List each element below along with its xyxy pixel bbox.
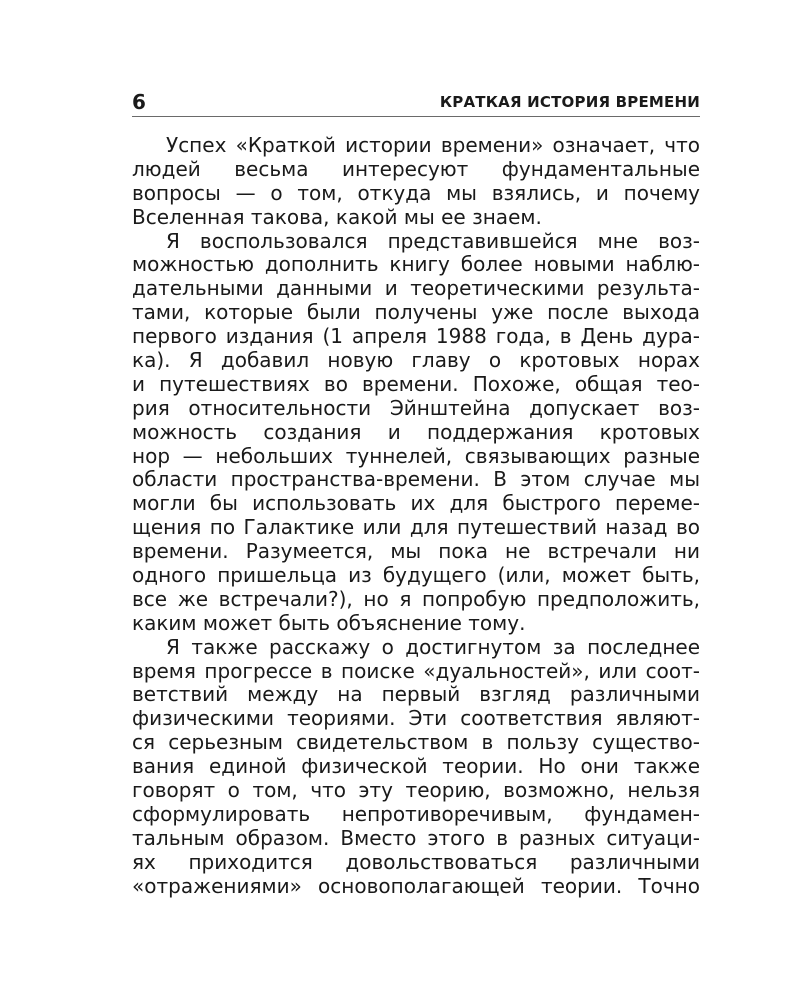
paragraph-3-line: «отражениями» основополагающей теории. Точно: [132, 874, 700, 898]
paragraph-2-line: можность создания и поддержания кротовых: [132, 420, 700, 444]
paragraph-2-line: могли бы использовать их для быстрого переме-: [132, 492, 700, 516]
paragraph-1-line: Успех «Краткой истории времени» означает, что: [166, 134, 700, 157]
paragraph-3-line: ях приходится довольствоваться различными: [132, 850, 700, 874]
running-title: КРАТКАЯ ИСТОРИЯ ВРЕМЕНИ: [439, 93, 700, 111]
paragraph-2-line: нор — небольших туннелей, связывающих разные: [132, 444, 700, 468]
paragraph-1-line: Вселенная такова, какой мы ее знаем.: [132, 205, 542, 229]
paragraph-3-line: Я также расскажу о достигнутом за последнее: [166, 635, 700, 659]
paragraph-1-line: вопросы — о том, откуда мы взялись, и почему: [132, 181, 700, 205]
paragraph-2-line: времени. Разумеется, мы пока не встречали ни: [132, 540, 700, 564]
paragraph-2-line: можностью дополнить книгу более новыми наблю-: [132, 253, 700, 277]
paragraph-2-line: ка). Я добавил новую главу о кротовых норах: [132, 349, 700, 373]
paragraph-3-line: ветствий между на первый взгляд различными: [132, 683, 700, 707]
paragraph-3-line: время прогрессе в поиске «дуальностей», или соот-: [132, 659, 700, 683]
paragraph-3-line: вания единой физической теории. Но они также: [132, 755, 700, 779]
header-rule: [132, 116, 700, 117]
running-head: [132, 90, 700, 114]
paragraph-2-line: области пространства-времени. В этом случае мы: [132, 468, 700, 492]
paragraph-2-line: каким может быть объяснение тому.: [132, 611, 526, 635]
paragraph-2-line: первого издания (1 апреля 1988 года, в День дура-: [132, 325, 700, 349]
paragraph-2-line: и путешествиях во времени. Похоже, общая тео-: [132, 372, 700, 396]
paragraph-2-line: все же встречали?), но я попробую предположить,: [132, 587, 700, 611]
paragraph-1-line: людей весьма интересуют фундаментальные: [132, 157, 700, 181]
paragraph-3-line: физическими теориями. Эти соответствия являют-: [132, 707, 700, 731]
paragraph-2-line: Я воспользовался представившейся мне воз-: [166, 229, 700, 253]
paragraph-2-line: щения по Галактике или для путешествий назад во: [132, 516, 700, 540]
paragraph-3-line: ся серьезным свидетельством в пользу существо-: [132, 731, 700, 755]
paragraph-3-line: сформулировать непротиворечивым, фундамен-: [132, 802, 700, 826]
paragraph-3-line: тальным образом. Вместо этого в разных ситуаци-: [132, 826, 700, 850]
page-number: 6: [132, 90, 146, 114]
body-text: [132, 134, 700, 899]
paragraph-2-line: одного пришельца из будущего (или, может быть,: [132, 564, 700, 588]
paragraph-2-line: дательными данными и теоретическими результа-: [132, 277, 700, 301]
paragraph-3-line: говорят о том, что эту теорию, возможно, нельзя: [132, 779, 700, 803]
paragraph-2-line: тами, которые были получены уже после выхода: [132, 301, 700, 325]
paragraph-2-line: рия относительности Эйнштейна допускает воз-: [132, 396, 700, 420]
